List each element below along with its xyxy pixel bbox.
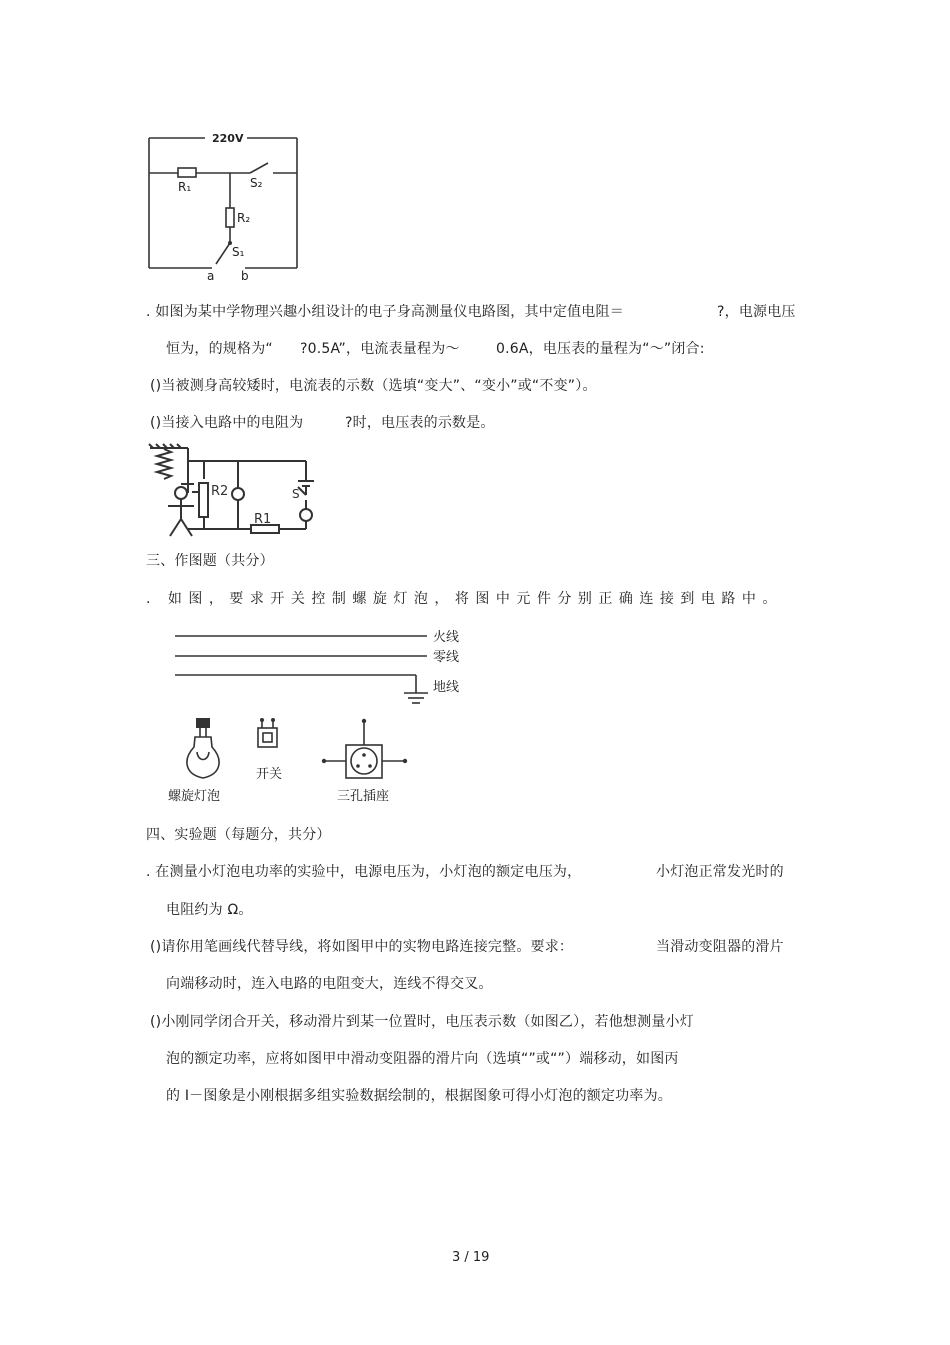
sub-question: 向端移动时，连入电路的电阻变大，连线不得交叉。 — [166, 976, 493, 992]
switch-label: 开关 — [256, 767, 283, 782]
switch-terminal — [271, 718, 275, 722]
sub-question: ()当接入电路中的电阻为 — [150, 415, 304, 431]
page-number: 3 / 19 — [452, 1250, 490, 1265]
sub-question: ()小刚同学闭合开关，移动滑片到某一位置时，电压表示数（如图乙），若他想测量小灯 — [150, 1014, 694, 1030]
sub-question: 的 I－图象是小刚根据多组实验数据绘制的，根据图象可得小灯泡的额定功率为。 — [166, 1088, 672, 1104]
circuit-diagram-1 — [140, 125, 310, 285]
wiring-diagram — [165, 622, 470, 807]
socket-hole — [362, 753, 366, 757]
ground-wire-label: 地线 — [433, 680, 460, 695]
question-line: 0.6A，电压表的量程为“～”闭合: — [496, 341, 705, 357]
question-line: 小灯泡正常发光时的 — [656, 864, 784, 880]
question-line: . 在测量小灯泡电功率的实验中，电源电压为，小灯泡的额定电压为， — [146, 864, 582, 880]
socket-hole — [356, 764, 360, 768]
socket-terminal — [322, 759, 326, 763]
b-label: b — [241, 269, 249, 283]
sub-question: 泡的额定功率，应将如图甲中滑动变阻器的滑片向（选填“”或“”）端移动，如图丙 — [166, 1051, 679, 1067]
question-line: 恒为，的规格为“ — [166, 341, 273, 357]
live-wire-label: 火线 — [433, 630, 460, 645]
bulb-base — [196, 718, 210, 728]
r1-label: R₁ — [178, 180, 192, 194]
switch-label: S — [292, 487, 300, 501]
s1-label: S₁ — [232, 245, 245, 259]
neutral-wire-label: 零线 — [433, 650, 460, 665]
voltage-label: 220V — [212, 132, 244, 145]
sub-question: ?时，电压表的示数是。 — [345, 415, 495, 431]
circuit-diagram-2 — [148, 443, 323, 540]
socket-terminal — [403, 759, 407, 763]
r2-label: R2 — [211, 484, 229, 499]
socket-hole — [368, 764, 372, 768]
section-heading: 四、实验题（每题分，共分） — [146, 827, 331, 843]
section-heading: 三、作图题（共分） — [146, 553, 274, 569]
bulb-label: 螺旋灯泡 — [168, 789, 221, 804]
socket-label: 三孔插座 — [337, 789, 390, 804]
question-line: . 如图，要求开关控制螺旋灯泡，将图中元件分别正确连接到电路中。 — [146, 591, 783, 607]
sub-question: ()请你用笔画线代替导线，将如图甲中的实物电路连接完整。要求： — [150, 939, 574, 955]
question-line: ?0.5A”，电流表量程为～ — [300, 341, 460, 357]
s2-label: S₂ — [250, 176, 263, 190]
sub-question: ()当被测身高较矮时，电流表的示数（选填“变大”、“变小”或“不变”）。 — [150, 378, 597, 394]
socket-terminal — [362, 719, 366, 723]
question-line: 电阻约为 Ω。 — [166, 902, 253, 918]
r2-label: R₂ — [237, 211, 251, 225]
switch-terminal — [260, 718, 264, 722]
sub-question: 当滑动变阻器的滑片 — [656, 939, 784, 955]
question-line: . 如图为某中学物理兴趣小组设计的电子身高测量仪电路图，其中定值电阻＝ — [146, 304, 624, 320]
question-line: ?，电源电压 — [717, 304, 796, 320]
r1-label: R1 — [254, 512, 272, 527]
a-label: a — [207, 269, 215, 283]
